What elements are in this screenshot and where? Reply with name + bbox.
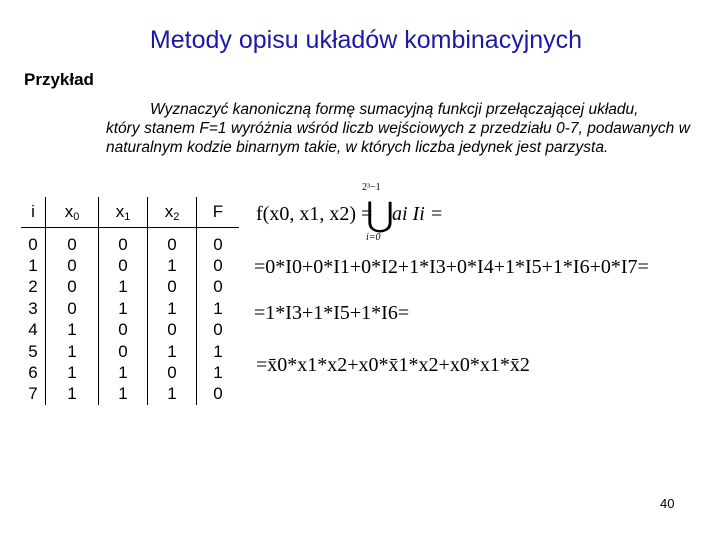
page-number: 40 bbox=[660, 496, 675, 511]
cell: 1 bbox=[213, 363, 223, 383]
task-description-rest: który stanem F=1 wyróżnia wśród liczb wejściowych z przedziału 0-7, podawanych w naturalnym kodzie binarnym takie, w których liczba jedynek jest parzysta. bbox=[106, 120, 690, 156]
table-row bbox=[21, 384, 239, 405]
cell: 0 bbox=[46, 298, 99, 319]
formula-canonical-sum: =x̄0*x1*x2+x0*x̄1*x2+x0*x1*x̄2 bbox=[256, 354, 530, 376]
header-x0: $x_0$ bbox=[46, 197, 99, 228]
cell: 0 bbox=[213, 384, 223, 404]
cell: 0 bbox=[99, 255, 148, 276]
cell: 0 bbox=[148, 320, 197, 341]
cell: 0 bbox=[148, 228, 197, 256]
union-icon: ⋃ bbox=[366, 195, 394, 235]
formula-function-definition bbox=[256, 203, 372, 226]
cell: 1 bbox=[148, 298, 197, 319]
union-lower-limit: i=0 bbox=[366, 232, 381, 243]
cell: 1 bbox=[46, 362, 99, 383]
cell: 1 bbox=[213, 298, 223, 318]
cell: 0 bbox=[213, 277, 223, 297]
cell: 0 bbox=[148, 277, 197, 298]
cell: 5 bbox=[21, 341, 46, 362]
cell: 2 bbox=[21, 277, 46, 298]
cell: 0 bbox=[99, 228, 148, 256]
slide-title: Metody opisu układów kombinacyjnych bbox=[149, 26, 583, 54]
cell: 0 bbox=[99, 320, 148, 341]
cell: 1 bbox=[148, 255, 197, 276]
table-row bbox=[21, 362, 239, 383]
formula-expansion: =0*I0+0*I1+0*I2+1*I3+0*I4+1*I5+1*I6+0*I7= bbox=[254, 256, 649, 278]
cell: 0 bbox=[213, 320, 223, 340]
truth-table-header bbox=[21, 197, 239, 228]
cell: 1 bbox=[46, 341, 99, 362]
formula-reduced: =1*I3+1*I5+1*I6= bbox=[254, 302, 410, 324]
cell: 1 bbox=[21, 255, 46, 276]
task-description-line1: Wyznaczyć kanoniczną formę sumacyjną funkcji przełączającej układu, bbox=[150, 101, 639, 118]
header-x1: $x_1$ bbox=[99, 197, 148, 228]
formula-rhs bbox=[392, 203, 443, 226]
cell: 1 bbox=[46, 384, 99, 405]
table-row bbox=[21, 341, 239, 362]
cell: 0 bbox=[213, 256, 223, 276]
cell: 1 bbox=[99, 362, 148, 383]
cell: 0 bbox=[148, 362, 197, 383]
cell: 0 bbox=[46, 277, 99, 298]
cell: 1 bbox=[46, 320, 99, 341]
cell: 1 bbox=[99, 298, 148, 319]
cell: 0 bbox=[46, 255, 99, 276]
table-row bbox=[21, 277, 239, 298]
table-row bbox=[21, 228, 239, 256]
cell: 7 bbox=[21, 384, 46, 405]
cell: 1 bbox=[148, 384, 197, 405]
cell: 3 bbox=[21, 298, 46, 319]
cell: 1 bbox=[213, 341, 223, 361]
cell: 1 bbox=[99, 277, 148, 298]
header-i: i bbox=[21, 197, 46, 228]
cell: 0 bbox=[99, 341, 148, 362]
header-x2: $x_2$ bbox=[148, 197, 197, 228]
cell: 1 bbox=[99, 384, 148, 405]
table-row bbox=[21, 320, 239, 341]
cell: 0 bbox=[213, 234, 223, 254]
cell: 4 bbox=[21, 320, 46, 341]
header-f: F bbox=[197, 197, 240, 228]
table-row bbox=[21, 298, 239, 319]
union-upper-limit: 2³−1 bbox=[362, 182, 381, 193]
cell: 6 bbox=[21, 362, 46, 383]
table-row bbox=[21, 255, 239, 276]
formula-rhs-text: ai Ii = bbox=[392, 203, 444, 225]
task-description bbox=[106, 100, 690, 157]
cell: 1 bbox=[148, 341, 197, 362]
cell: 0 bbox=[21, 228, 46, 256]
truth-table bbox=[21, 197, 239, 405]
example-heading: Przykład bbox=[24, 70, 94, 89]
cell: 0 bbox=[46, 228, 99, 256]
formula-lhs: f(x0, x1, x2) = bbox=[256, 203, 373, 225]
